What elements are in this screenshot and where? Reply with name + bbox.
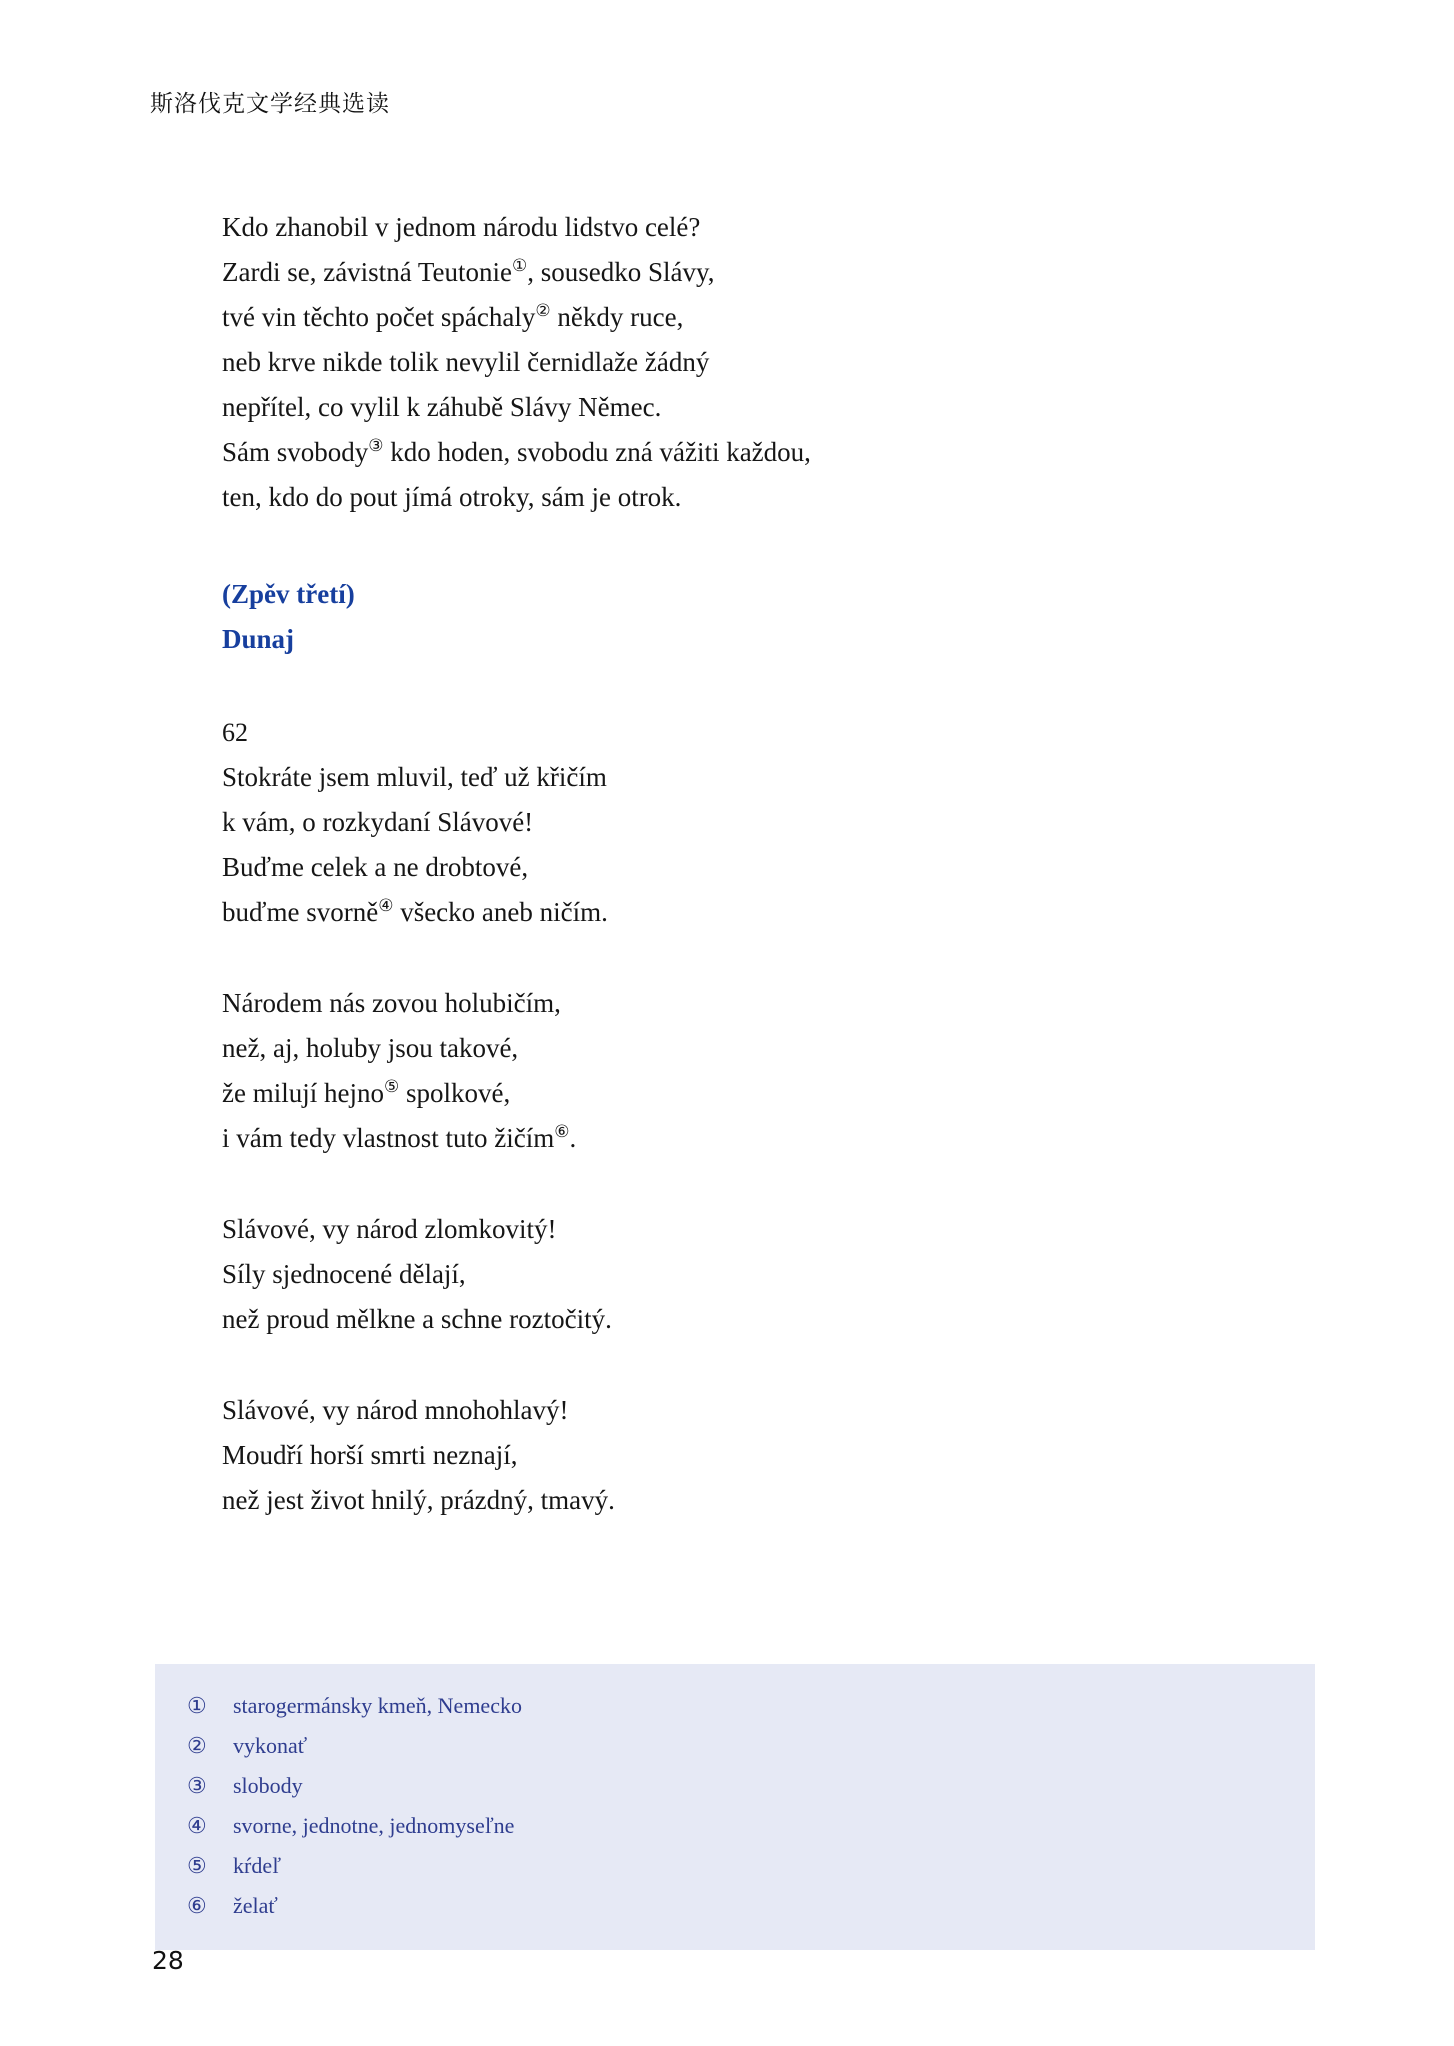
- stanza-number: 62: [222, 718, 248, 747]
- footnotes-box: [155, 1664, 1315, 1950]
- verse-text: všecko aneb ničím.: [393, 897, 608, 927]
- verse-text: Slávové, vy národ zlomkovitý!: [222, 1214, 557, 1244]
- verse-line: [222, 1207, 1242, 1252]
- footnote-ref[interactable]: ①: [512, 256, 528, 275]
- verse-line: [222, 800, 1242, 845]
- verse-line: [222, 1026, 1242, 1071]
- page-content: [222, 205, 1242, 1523]
- footnote-item: [187, 1686, 1289, 1726]
- footnote-ref[interactable]: ④: [378, 896, 394, 915]
- verse-line: [222, 845, 1242, 890]
- footnote-marker: ②: [187, 1733, 207, 1758]
- stanza: [222, 1207, 1242, 1342]
- footnote-text: starogermánsky kmeň, Nemecko: [233, 1693, 522, 1718]
- footnote-marker: ③: [187, 1773, 207, 1798]
- footnote-item: [187, 1726, 1289, 1766]
- verse-line: [222, 1071, 1242, 1116]
- verse-line: [222, 340, 1242, 385]
- footnote-item: [187, 1846, 1289, 1886]
- verse-text: Kdo zhanobil v jednom národu lidstvo celé?: [222, 212, 701, 242]
- section-heading-line-2: Dunaj: [222, 624, 295, 654]
- verse-text: Síly sjednocené dělají,: [222, 1259, 466, 1289]
- verse-line: [222, 981, 1242, 1026]
- verse-text: i vám tedy vlastnost tuto žičím: [222, 1123, 555, 1153]
- verse-line: [222, 385, 1242, 430]
- footnote-text: kŕdeľ: [233, 1853, 282, 1878]
- verse-text: Buďme celek a ne drobtové,: [222, 852, 529, 882]
- stanza: [222, 710, 1242, 935]
- verse-line: [222, 755, 1242, 800]
- verse-text: než jest život hnilý, prázdný, tmavý.: [222, 1485, 615, 1515]
- verse-line: [222, 295, 1242, 340]
- verse-line: [222, 475, 1242, 520]
- verse-text: buďme svorně: [222, 897, 379, 927]
- verse-text: ten, kdo do pout jímá otroky, sám je otrok.: [222, 482, 682, 512]
- verse-text: .: [569, 1123, 577, 1153]
- verse-text: než, aj, holuby jsou takové,: [222, 1033, 519, 1063]
- footnote-text: svorne, jednotne, jednomyseľne: [233, 1813, 515, 1838]
- footnote-item: [187, 1886, 1289, 1926]
- stanza: [222, 1388, 1242, 1523]
- verse-text: spolkové,: [399, 1078, 511, 1108]
- verse-line: [222, 1478, 1242, 1523]
- footnote-marker: ①: [187, 1693, 207, 1718]
- running-head: 斯洛伐克文学经典选读: [150, 91, 390, 117]
- verse-text: Zardi se, závistná Teutonie: [222, 257, 513, 287]
- footnote-text: vykonať: [233, 1733, 308, 1758]
- verse-text: Národem nás zovou holubičím,: [222, 988, 561, 1018]
- footnote-ref[interactable]: ⑤: [383, 1077, 400, 1096]
- verse-line: [222, 890, 1242, 935]
- verse-text: někdy ruce,: [550, 302, 684, 332]
- verse-text: , sousedko Slávy,: [527, 257, 715, 287]
- verse-line: [222, 1433, 1242, 1478]
- verse-line: [222, 1297, 1242, 1342]
- footnote-marker: ④: [187, 1813, 207, 1838]
- footnote-ref[interactable]: ③: [368, 436, 384, 455]
- verse-line: [222, 205, 1242, 250]
- stanza: [222, 205, 1242, 520]
- verse-text: nepřítel, co vylil k záhubě Slávy Němec.: [222, 392, 662, 422]
- footnote-marker: ⑤: [187, 1853, 207, 1878]
- footnote-text: želať: [233, 1893, 278, 1918]
- footnote-ref[interactable]: ②: [535, 301, 551, 320]
- numbered-stanza-group: [222, 710, 1242, 1523]
- verse-line: [222, 1116, 1242, 1161]
- verse-text: tvé vin těchto počet spáchaly: [222, 302, 536, 332]
- footnote-item: [187, 1806, 1289, 1846]
- verse-text: Sám svobody: [222, 437, 369, 467]
- verse-text: k vám, o rozkydaní Slávové!: [222, 807, 534, 837]
- verse-text: neb krve nikde tolik nevylil černidlaže žádný: [222, 347, 710, 377]
- footnote-item: [187, 1766, 1289, 1806]
- verse-line: [222, 430, 1242, 475]
- verse-text: Stokráte jsem mluvil, teď už křičím: [222, 762, 607, 792]
- footnote-marker: ⑥: [187, 1893, 207, 1918]
- footnote-ref[interactable]: ⑥: [554, 1122, 570, 1141]
- verse-text: než proud mělkne a schne roztočitý.: [222, 1304, 612, 1334]
- verse-text: Moudří horší smrti neznají,: [222, 1440, 518, 1470]
- stanza: [222, 981, 1242, 1161]
- section-heading: [222, 572, 1242, 662]
- verse-text: Slávové, vy národ mnohohlavý!: [222, 1395, 569, 1425]
- opening-stanza-group: [222, 205, 1242, 520]
- verse-line: [222, 1388, 1242, 1433]
- verse-text: že milují hejno: [222, 1078, 384, 1108]
- section-heading-line-1: (Zpěv třetí): [222, 579, 355, 609]
- verse-text: kdo hoden, svobodu zná vážiti každou,: [383, 437, 811, 467]
- footnote-text: slobody: [233, 1773, 303, 1798]
- verse-line: [222, 1252, 1242, 1297]
- page-number: 28: [152, 1946, 184, 1975]
- verse-line: [222, 250, 1242, 295]
